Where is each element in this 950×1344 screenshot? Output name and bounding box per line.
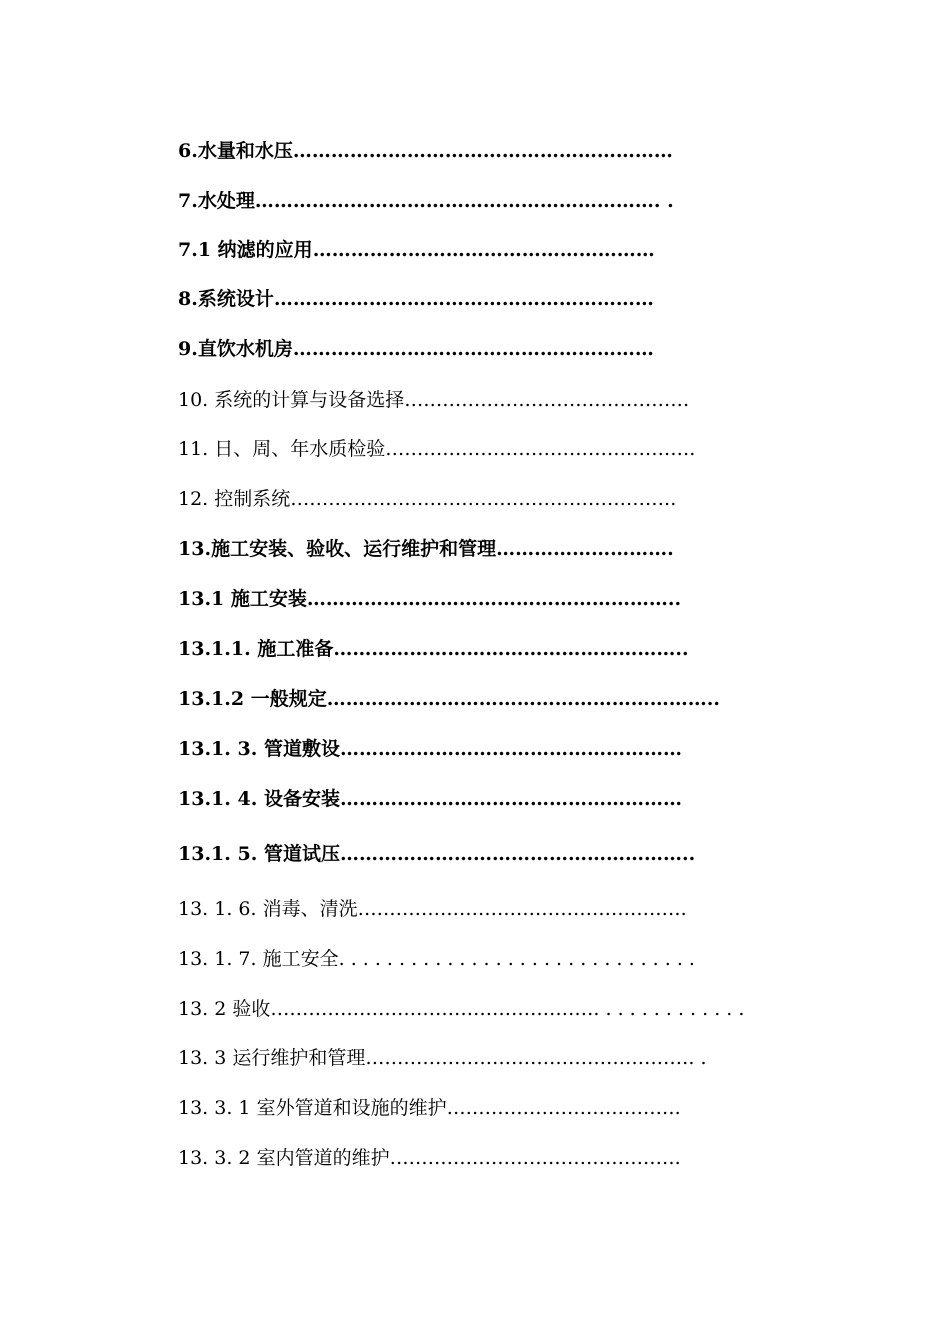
toc-leader: …………………………………………………….	[290, 488, 677, 510]
toc-leader: ……………………………………………………..	[326, 688, 720, 710]
toc-leader: ……………………………………………. . . . . . . . . . . . .	[270, 998, 745, 1020]
toc-title: 管道试压	[263, 843, 340, 865]
toc-entry-13-3-1[interactable]	[178, 1093, 681, 1123]
toc-entry-13-3-2[interactable]	[178, 1143, 681, 1173]
toc-leader: . . . . . . . . . . . . . . . . . . . . . . . . . . . . . .	[338, 948, 695, 970]
toc-title: 验收	[232, 998, 271, 1020]
toc-number: 13.1.2	[178, 688, 251, 710]
toc-title: 室内管道的维护	[256, 1147, 390, 1169]
toc-title: 控制系统	[214, 488, 291, 510]
toc-entry-8[interactable]	[178, 284, 654, 314]
toc-number: 9.	[178, 338, 198, 360]
toc-number: 13.1. 5.	[178, 843, 264, 865]
toc-number: 13.1. 3.	[178, 738, 264, 760]
toc-number: 8.	[178, 288, 198, 310]
toc-number: 7.1	[178, 239, 218, 261]
toc-title: 运行维护和管理	[232, 1047, 366, 1069]
toc-leader: ……………………………………………………	[273, 288, 654, 310]
toc-leader: ……………………………………………………	[292, 140, 673, 162]
toc-leader: …………………………………………………	[292, 338, 654, 360]
toc-number: 7.	[178, 190, 198, 212]
toc-number: 13. 1. 6.	[178, 898, 263, 920]
toc-title: 水量和水压	[197, 140, 293, 162]
toc-number: 13.1	[178, 588, 231, 610]
toc-entry-13-1-3[interactable]	[178, 734, 682, 764]
toc-entry-13-1[interactable]	[178, 584, 681, 614]
toc-number: 13. 3. 2	[178, 1147, 257, 1169]
toc-leader: ……………………………………….	[389, 1147, 681, 1169]
toc-entry-7[interactable]	[178, 186, 674, 216]
toc-number: 13. 3. 1	[178, 1097, 257, 1119]
toc-entry-11[interactable]	[178, 434, 695, 464]
toc-entry-13-1-7[interactable]	[178, 944, 695, 974]
toc-title: 系统的计算与设备选择	[214, 389, 405, 411]
toc-leader: ………………………………………….	[385, 438, 696, 460]
toc-title: 系统设计	[197, 288, 274, 310]
toc-title: 管道敷设	[263, 738, 340, 760]
toc-leader: ………………………………………………	[312, 239, 655, 261]
toc-title: 施工准备	[257, 638, 334, 660]
toc-leader: ……………………….	[496, 538, 674, 560]
toc-leader: ……………………………….	[446, 1097, 681, 1119]
toc-number: 13.1. 4.	[178, 788, 264, 810]
toc-number: 13. 2	[178, 998, 233, 1020]
toc-entry-13-1-4[interactable]	[178, 784, 682, 814]
toc-title: 一般规定	[250, 688, 327, 710]
toc-entry-6[interactable]	[178, 136, 673, 166]
toc-title: 室外管道和设施的维护	[256, 1097, 447, 1119]
toc-entry-7-1[interactable]	[178, 235, 655, 265]
toc-number: 13.1.1.	[178, 638, 258, 660]
toc-entry-13-1-2[interactable]	[178, 684, 720, 714]
toc-leader: ………………………………………………..	[333, 638, 689, 660]
toc-entry-12[interactable]	[178, 484, 676, 514]
toc-entry-9[interactable]	[178, 334, 654, 364]
toc-entry-13[interactable]	[178, 534, 674, 564]
toc-leader: ………………………………………	[404, 389, 690, 411]
toc-number: 13. 1. 7.	[178, 948, 263, 970]
toc-entry-13-1-6[interactable]	[178, 894, 687, 924]
toc-title: 纳滤的应用	[217, 239, 313, 261]
toc-leader: ………………………………………………	[339, 738, 682, 760]
toc-leader: …………………………………………….	[357, 898, 687, 920]
toc-title: 水处理	[197, 190, 255, 212]
toc-leader: ………………………………………………………. .	[254, 190, 674, 212]
toc-number: 6.	[178, 140, 198, 162]
toc-leader: ………………………………………………..	[339, 843, 696, 865]
toc-leader: ………………………………………………	[339, 788, 682, 810]
toc-title: 直饮水机房	[197, 338, 293, 360]
toc-title: 施工安装、验收、运行维护和管理	[211, 538, 497, 560]
toc-title: 日、周、年水质检验	[214, 438, 386, 460]
toc-entry-13-2[interactable]	[178, 994, 744, 1024]
toc-number: 13. 3	[178, 1047, 233, 1069]
toc-leader: ……………………………………………. .	[365, 1047, 707, 1069]
toc-number: 10.	[178, 389, 215, 411]
toc-entry-13-3[interactable]	[178, 1043, 707, 1073]
toc-entry-13-1-1[interactable]	[178, 634, 689, 664]
toc-number: 11.	[178, 438, 215, 460]
toc-title: 施工安装	[230, 588, 307, 610]
toc-number: 13.	[178, 538, 212, 560]
toc-leader: …………………………………………………..	[306, 588, 682, 610]
toc-number: 12.	[178, 488, 215, 510]
toc-entry-10[interactable]	[178, 385, 689, 415]
toc-entry-13-1-5[interactable]	[178, 839, 695, 869]
toc-title: 施工安全	[262, 948, 339, 970]
toc-title: 消毒、清洗	[262, 898, 358, 920]
toc-title: 设备安装	[263, 788, 340, 810]
